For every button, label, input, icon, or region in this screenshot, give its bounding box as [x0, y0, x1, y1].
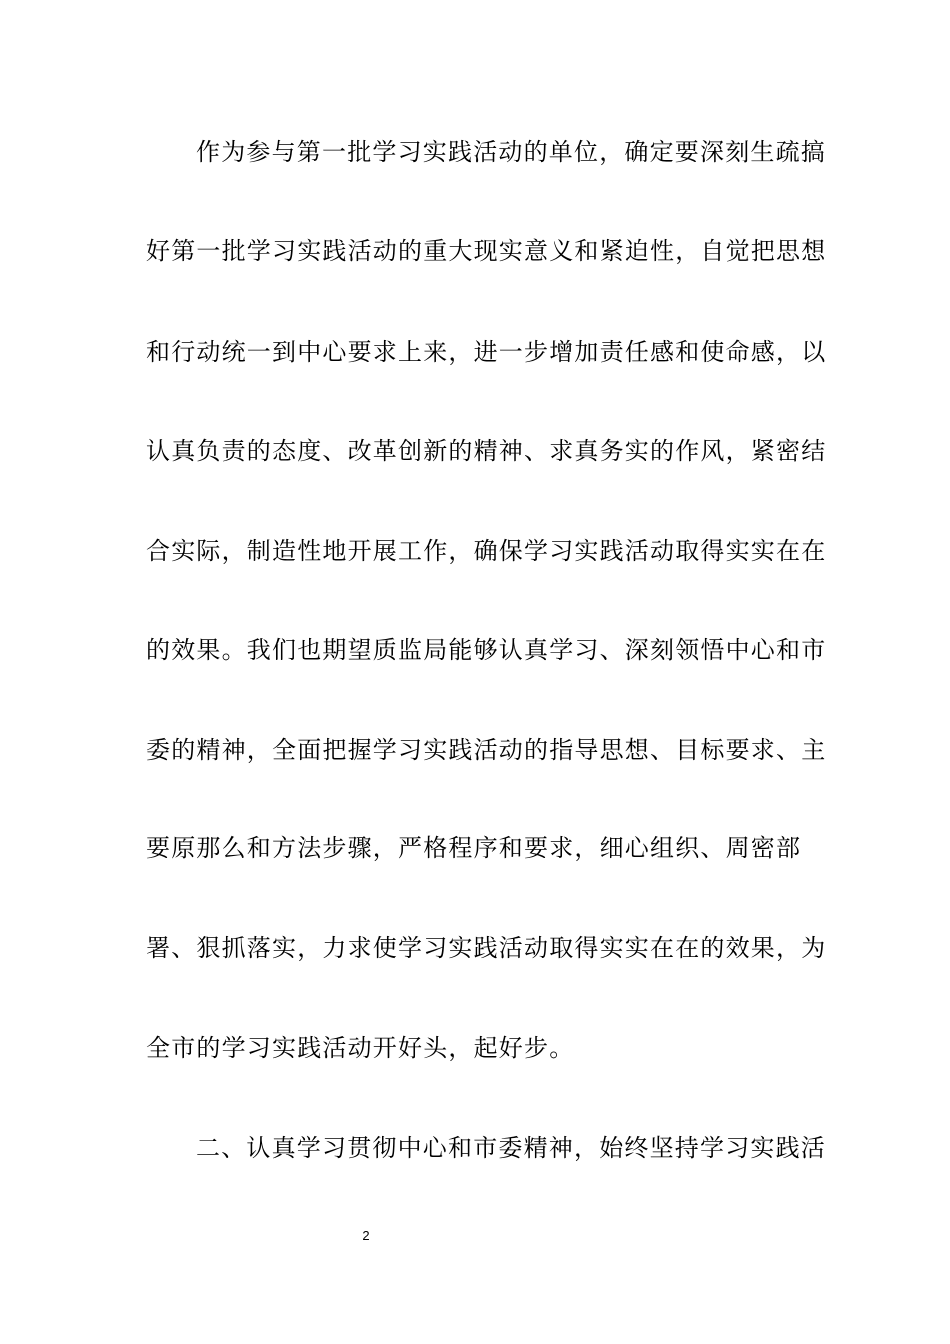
section-heading-2: 二、认真学习贯彻中心和市委精神，始终坚持学习实践活	[196, 1134, 826, 1162]
paragraph-1-line-10: 全市的学习实践活动开好头，起好步。	[146, 1034, 575, 1062]
paragraph-1-line-8: 要原那么和方法步骤，严格程序和要求，细心组织、周密部	[146, 834, 802, 862]
paragraph-1-line-4: 认真负责的态度、改革创新的精神、求真务实的作风，紧密结	[146, 437, 827, 465]
paragraph-1-line-3: 和行动统一到中心要求上来，进一步增加责任感和使命感，以	[146, 338, 827, 366]
paragraph-1-line-6: 的效果。我们也期望质监局能够认真学习、深刻领悟中心和市	[146, 636, 827, 664]
paragraph-1-line-5: 合实际，制造性地开展工作，确保学习实践活动取得实实在在	[146, 537, 827, 565]
paragraph-1-line-1: 作为参与第一批学习实践活动的单位，确定要深刻生疏搞	[196, 138, 826, 166]
page-number: 2	[362, 1228, 370, 1243]
paragraph-1-line-2: 好第一批学习实践活动的重大现实意义和紧迫性，自觉把思想	[146, 237, 827, 265]
paragraph-1-line-9: 署、狠抓落实，力求使学习实践活动取得实实在在的效果，为	[146, 934, 827, 962]
paragraph-1-line-7: 委的精神，全面把握学习实践活动的指导思想、目标要求、主	[146, 736, 827, 764]
